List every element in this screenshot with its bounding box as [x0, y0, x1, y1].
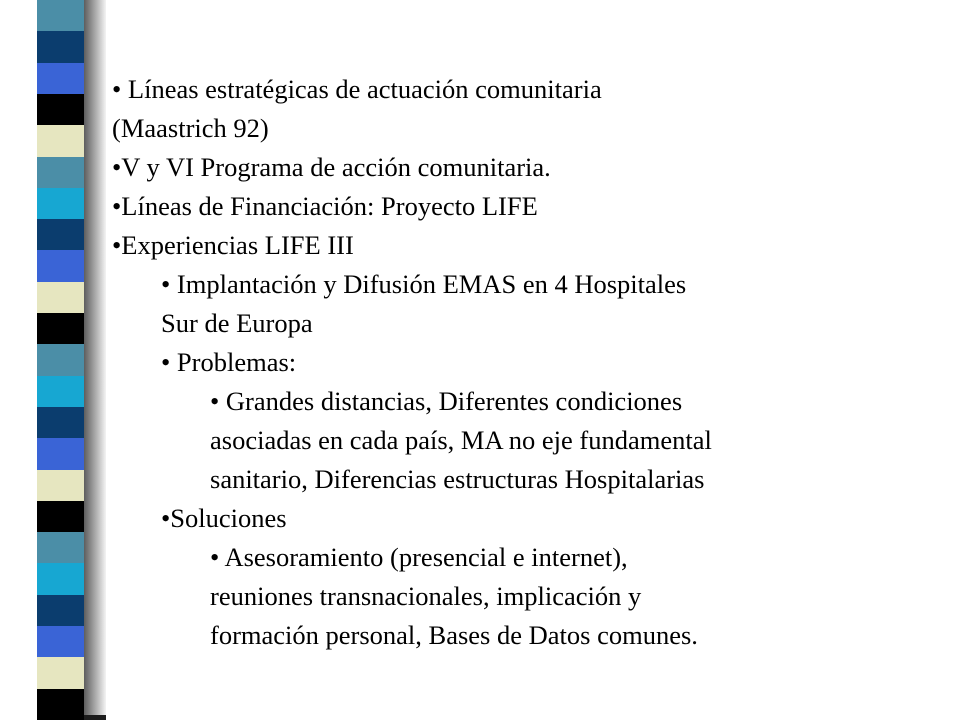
sub-bullet-soluciones: •Soluciones — [161, 503, 287, 533]
sub-sub-bullet-grandes-distancias: • Grandes distancias, Diferentes condiciones — [210, 386, 683, 416]
bullet-programa-accion: •V y VI Programa de acción comunitaria. — [112, 152, 551, 182]
bullet-lineas-estrategicas: • Líneas estratégicas de actuación comunitaria — [112, 74, 602, 104]
bullet-lineas-estrategicas-continuation: (Maastrich 92) — [112, 113, 269, 143]
bullet-lineas-financiacion: •Líneas de Financiación: Proyecto LIFE — [112, 191, 538, 221]
sub-sub-bullet-asesoramiento-line-2: reuniones transnacionales, implicación y — [210, 581, 642, 611]
sub-sub-bullet-asesoramiento: • Asesoramiento (presencial e internet), — [210, 542, 628, 572]
sub-sub-bullet-grandes-distancias-line-3: sanitario, Diferencias estructuras Hospitalarias — [210, 464, 705, 494]
sub-sub-bullet-grandes-distancias-line-2: asociadas en cada país, MA no eje fundamental — [210, 425, 712, 455]
bullet-experiencias-life: •Experiencias LIFE III — [112, 230, 354, 260]
sub-bullet-problemas: • Problemas: — [161, 347, 297, 377]
sub-sub-bullet-asesoramiento-line-3: formación personal, Bases de Datos comunes. — [210, 620, 698, 650]
sub-bullet-implantacion-emas: • Implantación y Difusión EMAS en 4 Hospitales — [161, 269, 687, 299]
sub-bullet-implantacion-emas-continuation: Sur de Europa — [161, 308, 313, 338]
